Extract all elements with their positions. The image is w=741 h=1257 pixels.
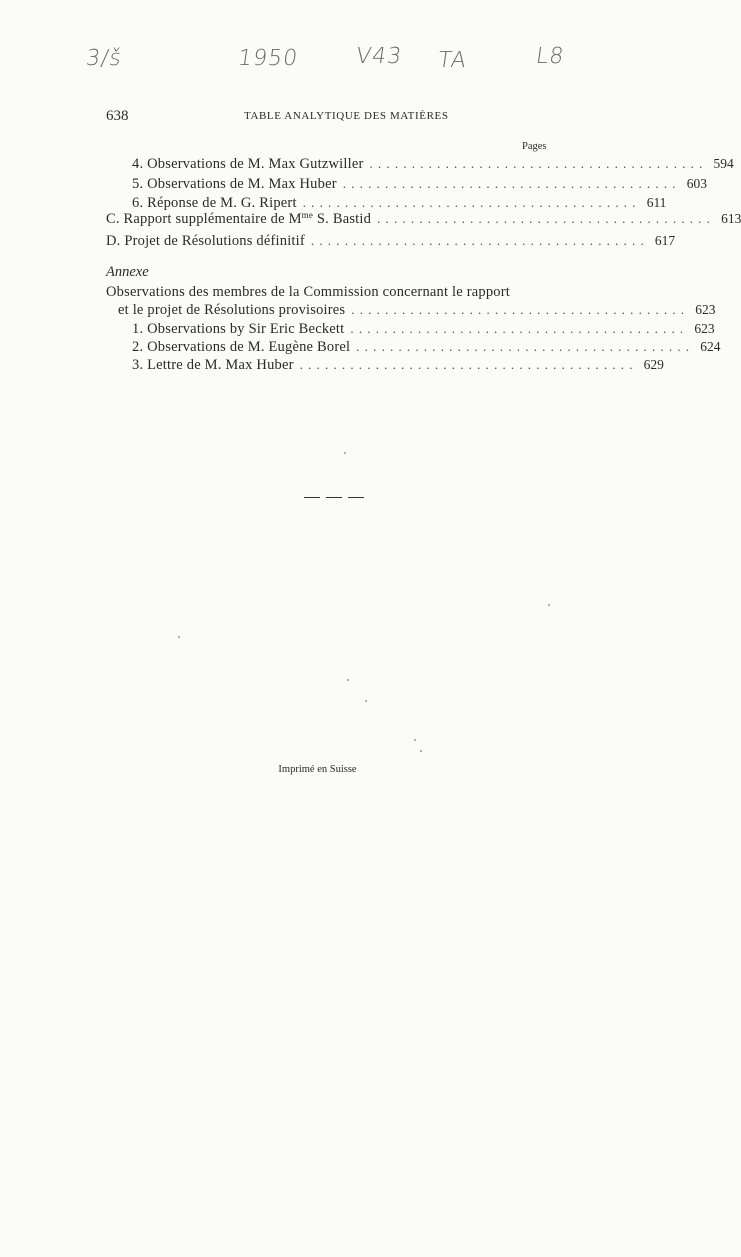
toc-entry [132, 176, 707, 196]
toc-entry [118, 302, 716, 322]
dot-leader: ........................................ [356, 339, 695, 354]
paper-speck [414, 739, 416, 741]
dot-leader: ........................................ [342, 176, 681, 191]
superscript: me [301, 210, 314, 220]
separator-dash [348, 497, 364, 498]
toc-entry-page: 613 [721, 211, 741, 226]
toc-entry-title: D. Projet de Résolutions définitif [106, 233, 305, 249]
toc-entry-title: 2. Observations de M. Eugène Borel [132, 339, 351, 355]
page-header [106, 108, 526, 126]
paper-speck [420, 750, 422, 752]
toc-entry-page: 623 [694, 321, 715, 336]
toc-entry-title: 3. Lettre de M. Max Huber [132, 357, 294, 373]
toc-entry [106, 233, 676, 253]
toc-entry-title-part: S. Bastid [313, 211, 372, 227]
dot-leader: ........................................ [302, 195, 641, 210]
toc-entry-page: 611 [646, 195, 667, 210]
toc-entry-title: 1. Observations by Sir Eric Beckett [132, 321, 345, 337]
paper-speck [548, 604, 550, 606]
dot-leader: ........................................ [299, 357, 638, 372]
toc-entry-title: 4. Observations de M. Max Gutzwiller [132, 156, 364, 172]
paper-speck [344, 452, 346, 454]
toc-entry [132, 156, 734, 176]
handwritten-note: V43 [354, 44, 404, 69]
printer-imprint: Imprimé en Suisse [278, 764, 357, 775]
handwritten-note: L8 [534, 44, 567, 69]
paper-speck [347, 679, 349, 681]
toc-entry [132, 339, 721, 359]
separator-dash [326, 497, 342, 498]
toc-entry-page: 624 [700, 339, 721, 354]
toc-entry-title [106, 210, 371, 228]
toc-entry [132, 357, 664, 377]
pages-column-label: Pages [522, 141, 547, 152]
annex-intro-line: Observations des membres de la Commission concernant le rapport [106, 284, 511, 300]
toc-entry-title: 5. Observations de M. Max Huber [132, 176, 337, 192]
toc-entry-title-part: C. Rapport supplémentaire de M [106, 211, 302, 227]
page-number: 638 [106, 108, 129, 124]
toc-entry-page: 594 [713, 156, 734, 171]
handwritten-annotations [0, 40, 631, 80]
dot-leader: ........................................ [369, 156, 708, 171]
toc-entry-page: 623 [695, 302, 716, 317]
toc-entry-page: 603 [686, 176, 707, 191]
toc-entry [106, 210, 741, 230]
toc-entry [132, 321, 715, 341]
handwritten-note: 1950 [236, 46, 300, 71]
separator-dash [304, 497, 320, 498]
dot-leader: ........................................ [350, 321, 689, 336]
toc-entry-page: 629 [643, 357, 664, 372]
section-separator [304, 497, 364, 498]
dot-leader: ........................................ [310, 233, 649, 248]
toc-entry-page: 617 [654, 233, 676, 248]
dot-leader: ........................................ [351, 302, 690, 317]
toc-entry-title: et le projet de Résolutions provisoires [118, 302, 346, 318]
dot-leader: ........................................ [377, 211, 716, 226]
paper-speck [178, 636, 180, 638]
handwritten-note: TA [436, 48, 469, 73]
toc-entry-title: 6. Réponse de M. G. Ripert [132, 195, 297, 211]
paper-speck [365, 700, 367, 702]
handwritten-note: 3/š [84, 46, 124, 71]
running-title: TABLE ANALYTIQUE DES MATIÈRES [244, 110, 449, 122]
annex-heading: Annexe [106, 264, 149, 280]
